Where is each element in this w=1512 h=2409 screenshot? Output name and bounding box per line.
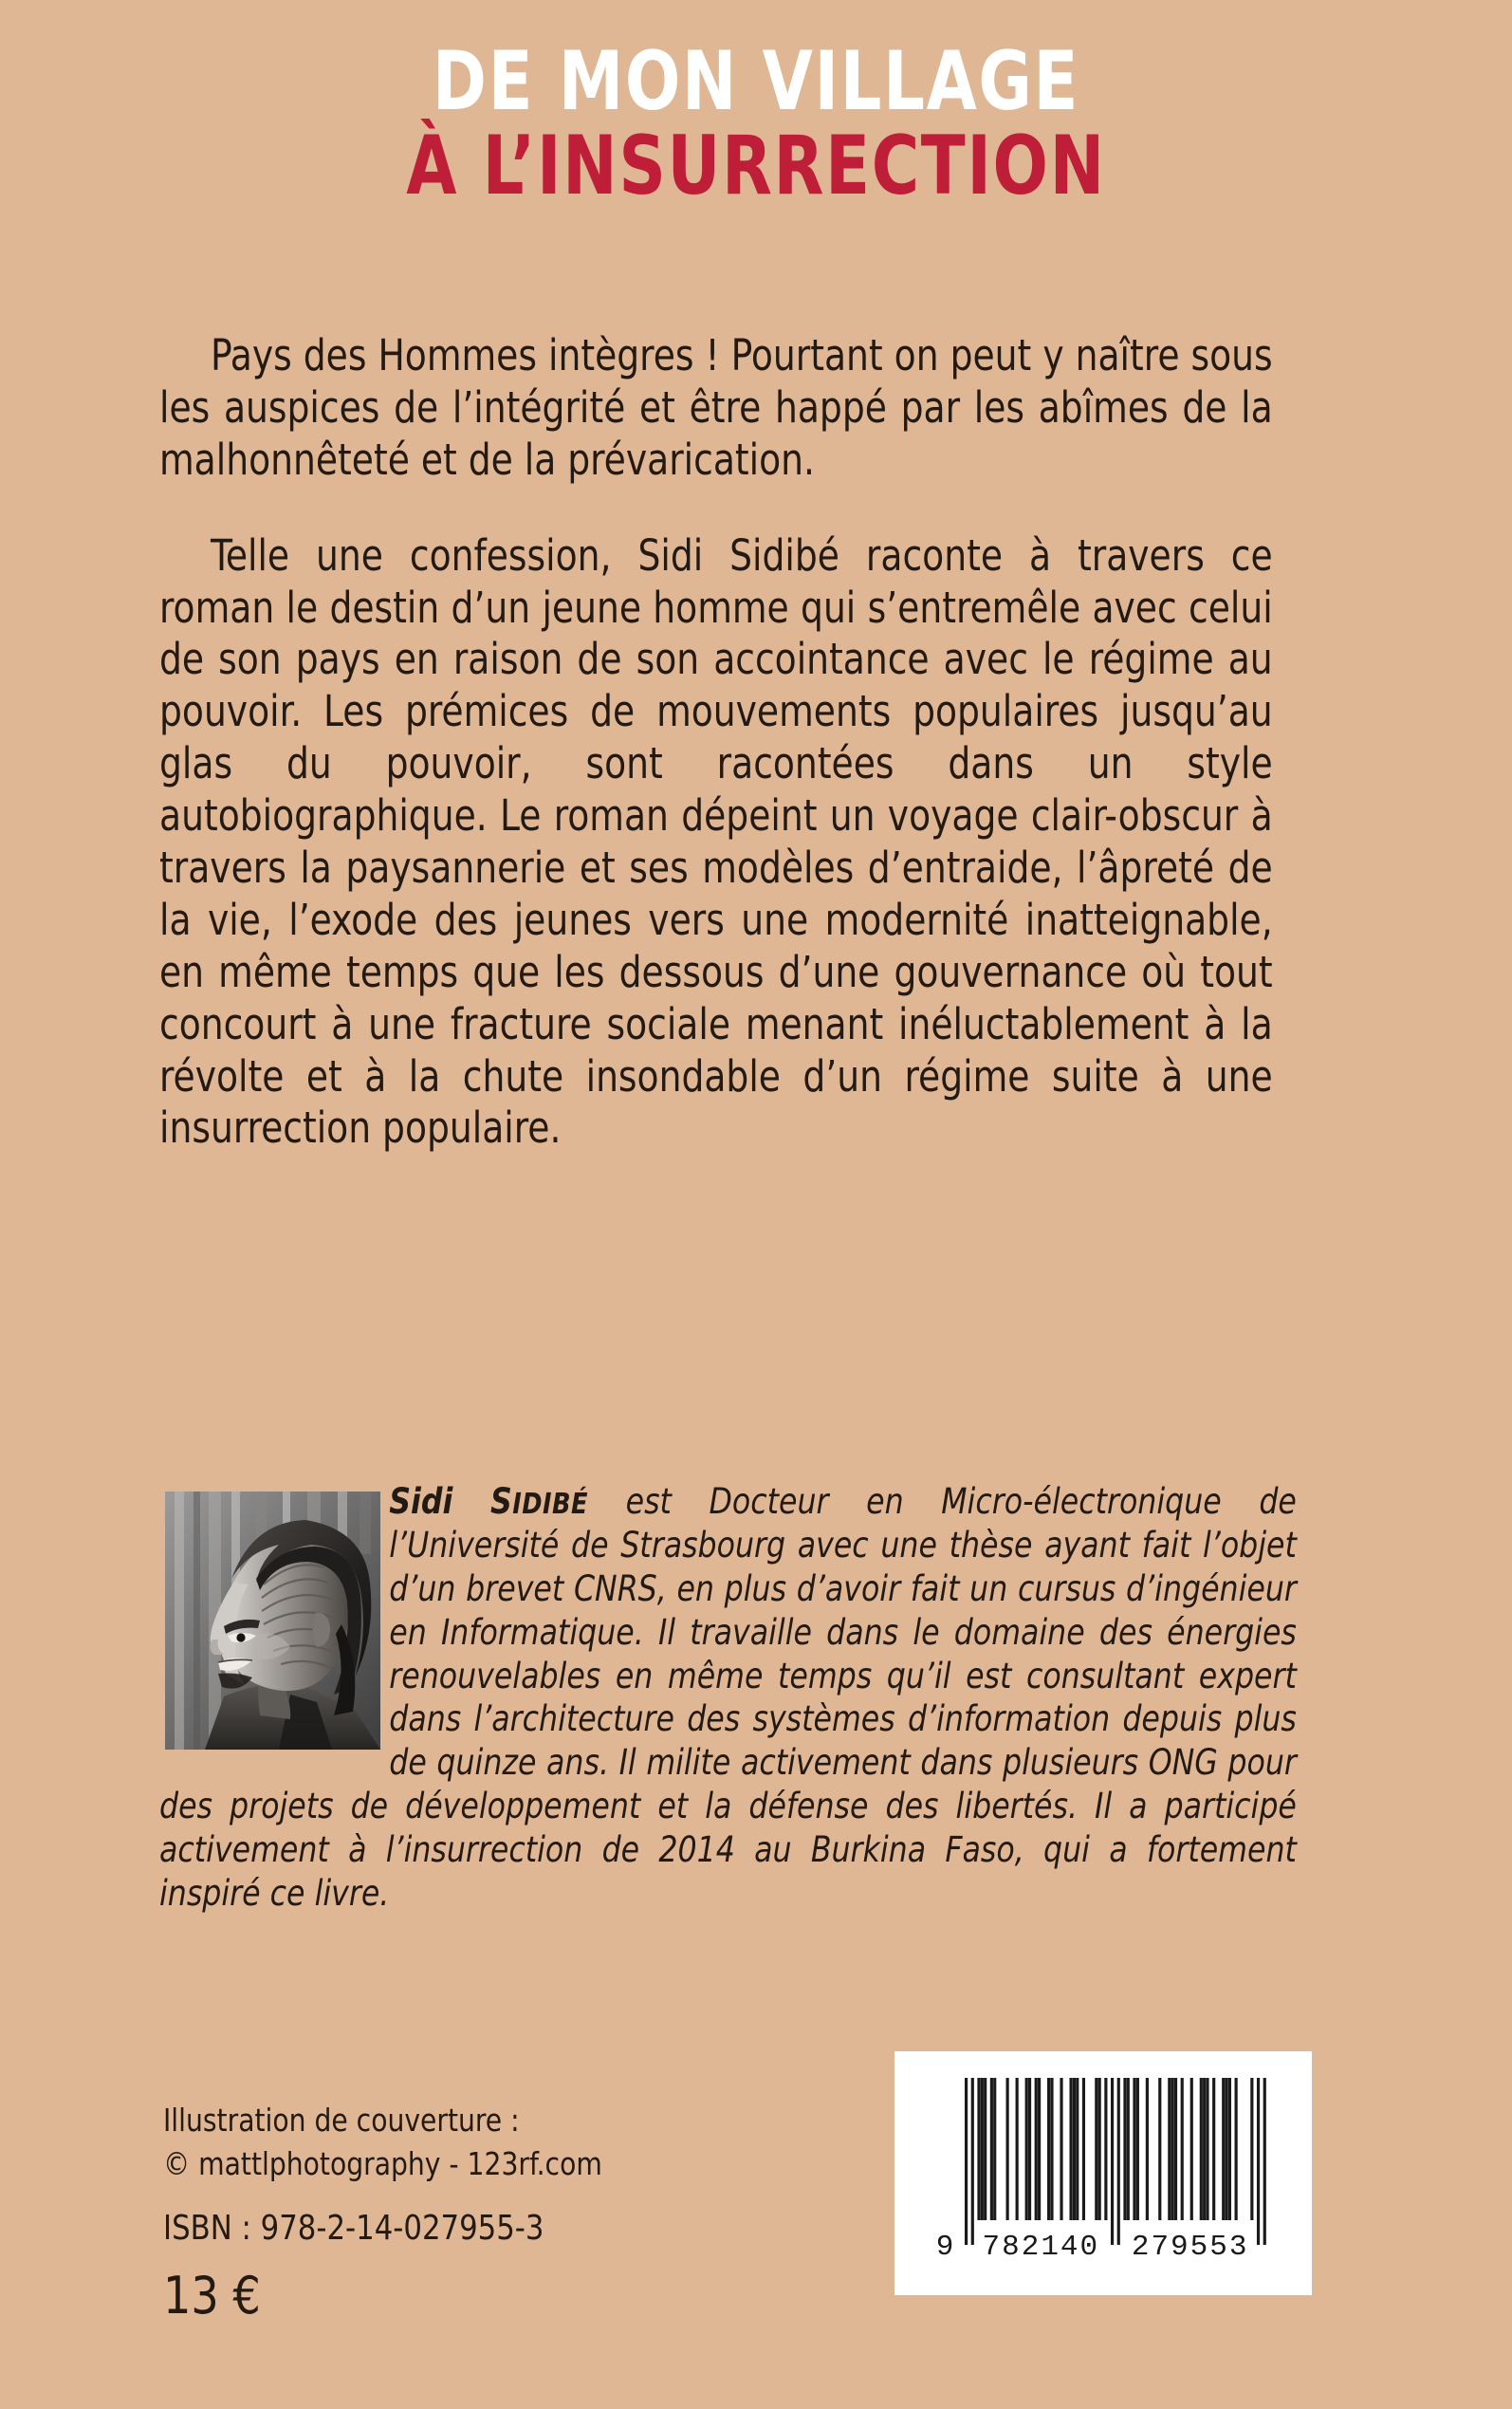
isbn-text: ISBN : 978-2-14-027955-3 bbox=[163, 2209, 544, 2248]
blurb-paragraph-1: Pays des Hommes intègres ! Pourtant on peut y naître sous les auspices de l’intégrité et être happé par les abîmes de la malhonnêteté et de la prévarication. bbox=[159, 330, 1273, 485]
title-line-primary: DE MON VILLAGE bbox=[432, 34, 1080, 129]
price-text: 13 € bbox=[163, 2266, 261, 2326]
blurb-paragraph-2: Telle une confession, Sidi Sidibé raconte à travers ce roman le destin d’un jeune homme qui s’entremêle avec celui de son pays en raison de son accointance avec le régime au pouvoir. Les prémices de mouvements populaires jusqu’au glas du pouvoir, sont racontées dans un style autobiographique. Le roman dépeint un voyage clair-obscur à travers la paysannerie et ses modèles d’entraide, l’âpreté de la vie, l’exode des jeunes vers une modernité inatteignable, en même temps que les dessous d’une gouvernance où tout concourt à une fracture sociale menant inéluctablement à la révolte et à la chute insondable d’un régime suite à une insurrection populaire. bbox=[159, 529, 1273, 1154]
svg-text:279553: 279553 bbox=[1131, 2231, 1249, 2264]
author-bio-body: est Docteur en Micro-électronique de l’Université de Strasbourg avec une thèse ayant fait l’objet d’un brevet CNRS, en plus d’avoir fait un cursus d’ingénieur en Informatique. Il travaille dans le domaine des énergies renouvelables en même temps qu’il est consultant expert dans l’architecture des systèmes d’information depuis plus de quinze ans. Il milite activement dans plusieurs ONG pour des projets de développement et la défense des libertés. Il a participé activement à l’insurrection de 2014 au Burkina Faso, qui a fortement inspiré ce livre. bbox=[159, 1481, 1297, 1914]
blurb-section bbox=[159, 330, 1356, 1155]
credit-source: © mattlphotography - 123rf.com bbox=[163, 2144, 602, 2182]
title-line-secondary: À L’INSURRECTION bbox=[406, 119, 1106, 214]
ean13-barcode bbox=[894, 2051, 1312, 2295]
author-bio-text bbox=[159, 1480, 1297, 1916]
svg-text:782140: 782140 bbox=[982, 2231, 1100, 2264]
svg-text:9: 9 bbox=[935, 2231, 956, 2264]
cover-illustration-credit bbox=[163, 2099, 602, 2185]
cover-title-block bbox=[0, 34, 1512, 214]
credit-label: Illustration de couverture : bbox=[163, 2102, 520, 2139]
author-bio-section bbox=[159, 1480, 1356, 1916]
author-last-name: SIDIBÉ bbox=[489, 1481, 589, 1522]
author-first-name: Sidi bbox=[389, 1481, 453, 1522]
